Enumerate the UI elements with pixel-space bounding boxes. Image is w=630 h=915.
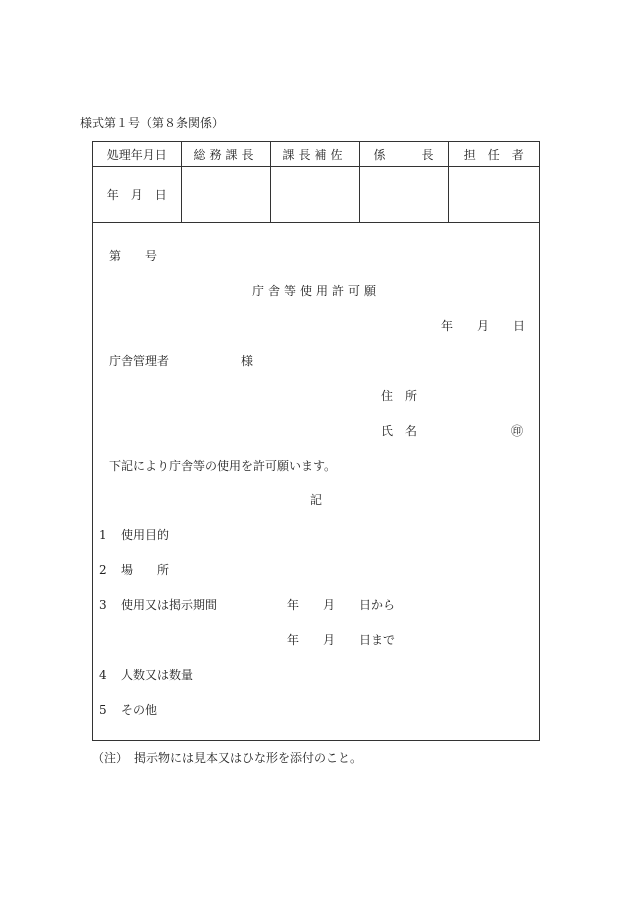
stamp-cell-section-chief[interactable]: [359, 167, 448, 223]
document-number: 第 号: [109, 249, 158, 263]
period-from: 年 月 日から: [287, 598, 396, 612]
item-4-label: 人数又は数量: [121, 668, 194, 682]
header-section-chief: 係 長: [359, 142, 448, 167]
item-3-number: 3: [99, 598, 107, 612]
application-form-frame: [92, 141, 540, 741]
stamp-cell-deputy[interactable]: [270, 167, 359, 223]
approval-stamp-row: [93, 167, 539, 223]
ki-heading: 記: [309, 493, 322, 507]
header-processing-date: 処理年月日: [93, 142, 181, 167]
header-deputy-chief: 課長補佐: [270, 142, 359, 167]
stamp-cell-general-affairs[interactable]: [181, 167, 270, 223]
processing-date-cell: 年 月 日: [93, 167, 181, 223]
item-4-number: 4: [99, 668, 107, 682]
seal-mark: ㊞: [511, 424, 524, 438]
header-general-affairs-chief: 総務課長: [181, 142, 270, 167]
item-5-number: 5: [99, 703, 107, 717]
item-5-label: その他: [121, 703, 158, 717]
approval-header-row: [93, 142, 539, 167]
item-1-number: 1: [99, 528, 107, 542]
stamp-cell-person-in-charge[interactable]: [448, 167, 539, 223]
name-label: 氏 名: [381, 424, 418, 438]
document-title: 庁舎等使用許可願: [251, 284, 380, 298]
approval-stamp-table: [93, 142, 539, 223]
header-person-in-charge: 担 任 者: [448, 142, 539, 167]
item-2-number: 2: [99, 563, 107, 577]
request-text: 下記により庁舎等の使用を許可願います。: [109, 459, 337, 473]
period-to: 年 月 日まで: [287, 633, 396, 647]
item-3-label: 使用又は掲示期間: [121, 598, 218, 612]
addressee: 庁舎管理者 様: [109, 354, 254, 368]
footnote: （注） 掲示物には見本又はひな形を添付のこと。: [92, 751, 363, 765]
item-2-label: 場 所: [121, 563, 170, 577]
form-number-title: 様式第１号（第８条関係）: [80, 116, 225, 130]
address-label: 住 所: [381, 389, 418, 403]
item-1-label: 使用目的: [121, 528, 170, 542]
application-date: 年 月 日: [441, 319, 526, 333]
